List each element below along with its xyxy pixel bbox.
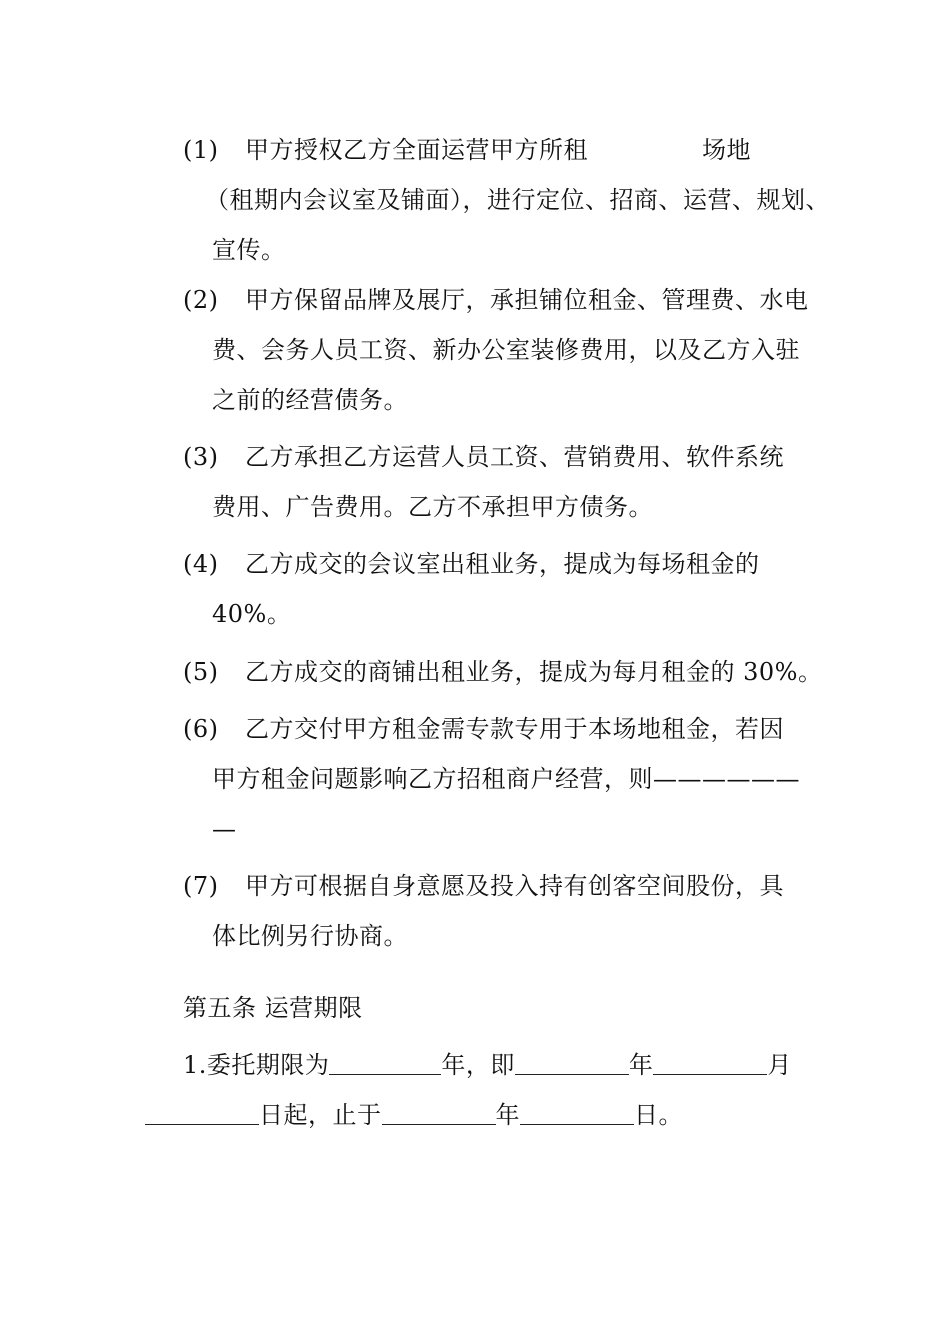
term-line-1 xyxy=(183,1050,792,1080)
clause-4-number: (4) xyxy=(183,550,219,578)
clause-4-line-1 xyxy=(183,549,760,579)
clause-5-line-1 xyxy=(183,657,822,687)
section-title: 第五条 运营期限 xyxy=(183,994,363,1022)
clause-3-line-2: 费用、广告费用。乙方不承担甲方债务。 xyxy=(212,493,653,521)
start-month-blank[interactable] xyxy=(653,1052,767,1075)
clause-6-line-1 xyxy=(183,714,784,744)
start-year-unit: 年 xyxy=(628,1051,654,1079)
clause-7-text: 甲方可根据自身意愿及投入持有创客空间股份，具 xyxy=(245,872,784,900)
start-month-unit: 月 xyxy=(767,1051,792,1079)
clause-6-text: 乙方交付甲方租金需专款专用于本场地租金，若因 xyxy=(245,715,784,743)
term-year-suffix: 年，即 xyxy=(441,1051,515,1079)
end-day-blank[interactable] xyxy=(520,1102,634,1125)
clause-2-text: 甲方保留品牌及展厅，承担铺位租金、管理费、水电 xyxy=(245,286,809,314)
clause-3-line-1 xyxy=(183,442,784,472)
clause-7-line-1 xyxy=(183,871,784,901)
clause-1-number: (1) xyxy=(183,136,219,164)
start-year-blank[interactable] xyxy=(515,1052,629,1075)
term-years-blank[interactable] xyxy=(329,1052,441,1075)
clause-6-line-3: — xyxy=(212,815,237,843)
clause-5-number: (5) xyxy=(183,658,219,686)
clause-1-text: 甲方授权乙方全面运营甲方所租 xyxy=(245,136,588,164)
clause-1-line-3: 宣传。 xyxy=(212,236,286,264)
clause-2-line-1 xyxy=(183,285,809,315)
term-label: 1.委托期限为 xyxy=(183,1051,330,1079)
start-day-blank[interactable] xyxy=(145,1102,259,1125)
clause-7-number: (7) xyxy=(183,872,219,900)
clause-6-number: (6) xyxy=(183,715,219,743)
clause-4-line-2: 40%。 xyxy=(212,600,292,628)
clause-4-text: 乙方成交的会议室出租业务，提成为每场租金的 xyxy=(245,550,760,578)
term-line-2 xyxy=(145,1100,683,1130)
clause-1-text-venue: 场地 xyxy=(702,136,751,164)
clause-2-line-3: 之前的经营债务。 xyxy=(212,386,408,414)
end-day-suffix: 日。 xyxy=(634,1101,683,1129)
clause-3-text: 乙方承担乙方运营人员工资、营销费用、软件系统 xyxy=(245,443,784,471)
clause-3-number: (3) xyxy=(183,443,219,471)
clause-2-number: (2) xyxy=(183,286,219,314)
clause-1-line-1 xyxy=(183,135,751,165)
clause-6-line-2: 甲方租金问题影响乙方招租商户经营，则—————— xyxy=(212,765,800,793)
clause-5-text: 乙方成交的商铺出租业务，提成为每月租金的 30%。 xyxy=(245,658,823,686)
end-year-unit: 年 xyxy=(495,1101,520,1129)
clause-7-line-2: 体比例另行协商。 xyxy=(212,922,408,950)
clause-1-line-2: （租期内会议室及铺面），进行定位、招商、运营、规划、 xyxy=(205,186,830,214)
start-day-suffix: 日起，止于 xyxy=(259,1101,382,1129)
end-year-blank[interactable] xyxy=(382,1102,496,1125)
clause-2-line-2: 费、会务人员工资、新办公室装修费用，以及乙方入驻 xyxy=(212,336,800,364)
